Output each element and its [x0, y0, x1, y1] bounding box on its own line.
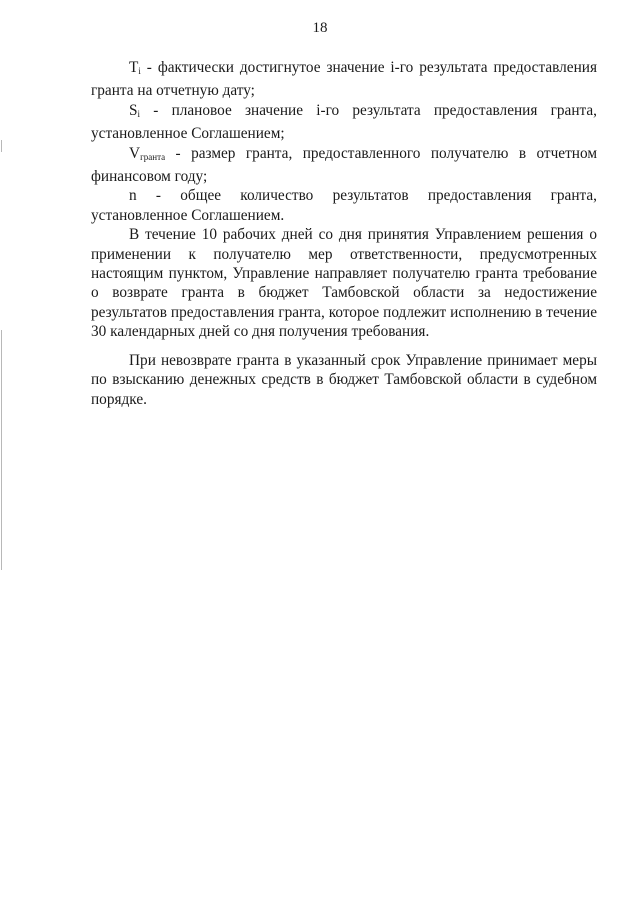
definition-text: - размер гранта, предоставленного получателю в отчетном финансовом году; [91, 144, 597, 186]
definition-s [91, 101, 597, 144]
symbol: S [129, 101, 138, 119]
scan-edge-mark [1, 140, 2, 152]
page-number: 18 [312, 20, 328, 36]
symbol-subscript: i [137, 108, 141, 119]
symbol: V [129, 144, 141, 162]
symbol: n [129, 187, 137, 205]
symbol-subscript: i [138, 66, 141, 76]
definition-n [91, 186, 597, 225]
definition-t [91, 58, 597, 101]
scan-edge-mark [1, 330, 2, 570]
symbol: T [129, 59, 139, 76]
definition-text: - общее количество результатов предоставления гранта, установленное Соглашением. [91, 187, 597, 224]
paragraph: При невозврате гранта в указанный срок Управление принимает меры по взысканию денежных средств в бюджет Тамбовской области в судебном порядке. [91, 351, 597, 408]
paragraph: В течение 10 рабочих дней со дня принятия Управлением решения о применении к получателю мер ответственности, предусмотренных настоящим пунктом, Управление направляет получателю гранта требование о возврате гранта в бюджет Тамбовской области за недостижение результатов предоставления гранта, которое подлежит исполнению в течение 30 календарных дней со дня получения требования. [91, 226, 597, 341]
symbol-subscript: гранта [140, 151, 166, 162]
document-body [91, 58, 597, 409]
definition-v [91, 144, 597, 187]
definition-text: - фактически достигнутое значение i-го результата предоставления гранта на отчетную дату; [91, 59, 597, 100]
definition-text: - плановое значение i-го результата предоставления гранта, установленное Соглашением; [91, 101, 597, 143]
